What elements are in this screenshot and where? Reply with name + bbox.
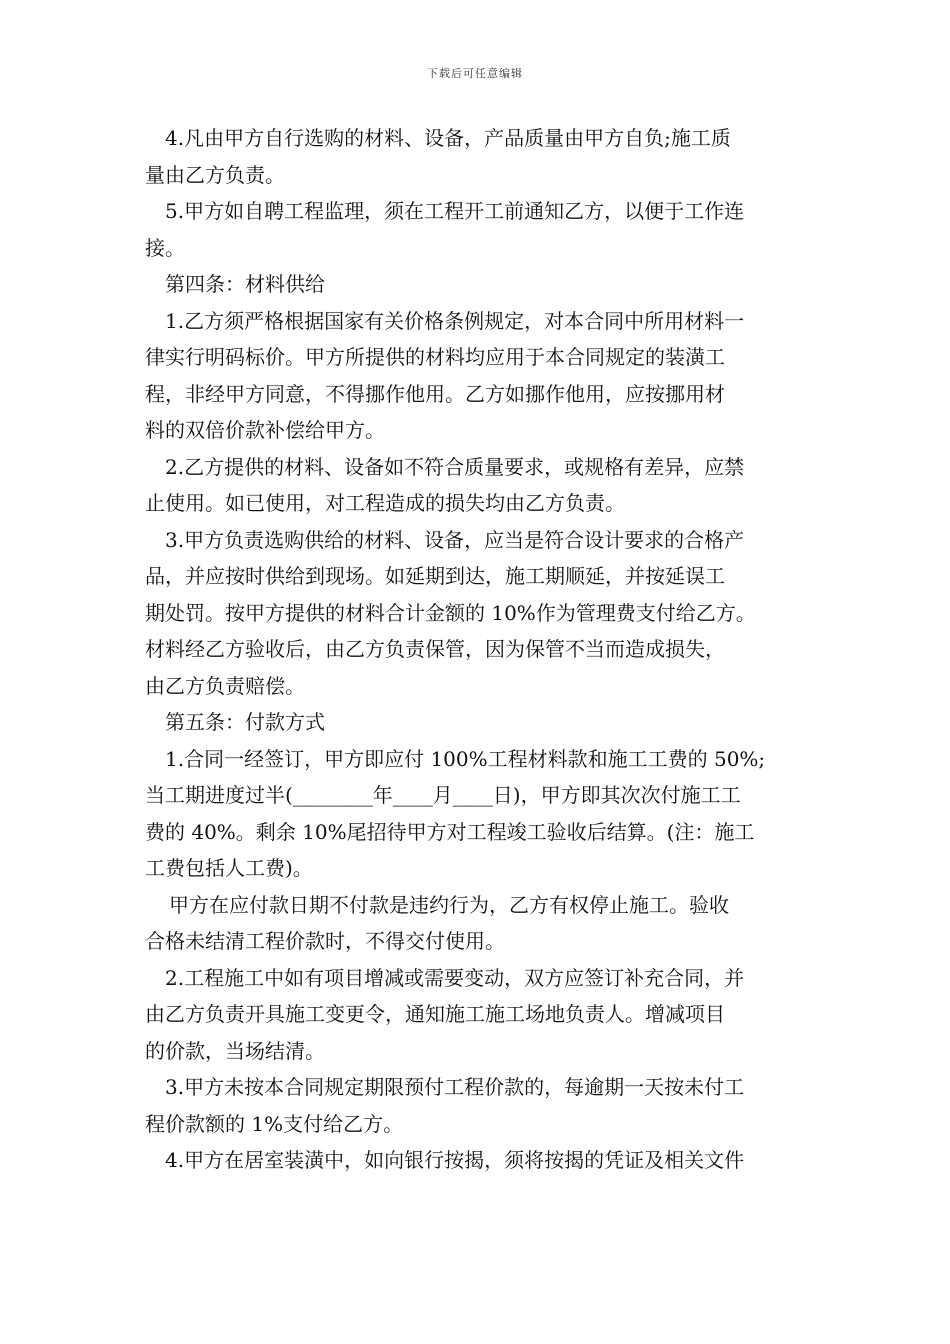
text-line: 2.乙方提供的材料、设备如不符合质量要求，或规格有差异，应禁	[165, 454, 745, 479]
paragraph	[145, 266, 810, 303]
page-header: 下载后可任意编辑	[427, 67, 523, 80]
paragraph	[145, 449, 810, 522]
text-line: 1.合同一经签订，甲方即应付 100%工程材料款和施工工费的 50%;	[165, 746, 766, 771]
text-line: 料的双倍价款补偿给甲方。	[145, 418, 385, 442]
text-line: 接。	[145, 235, 185, 260]
text-line: 当工期进度过半(________年____月____日)，甲方即其次次付施工工	[145, 783, 741, 807]
paragraph	[145, 741, 810, 887]
text-line: 由乙方负责赔偿。	[145, 673, 305, 698]
paragraph	[145, 960, 810, 1070]
paragraph	[145, 887, 810, 960]
paragraph	[145, 303, 810, 449]
text-line: 甲方在应付款日期不付款是违约行为，乙方有权停止施工。验收	[169, 892, 729, 917]
text-line: 律实行明码标价。甲方所提供的材料均应用于本合同规定的装潢工	[145, 345, 725, 369]
text-line: 3.甲方未按本合同规定期限预付工程价款的，每逾期一天按未付工	[165, 1075, 745, 1099]
text-line: 期处罚。按甲方提供的材料合计金额的 10%作为管理费支付给乙方。	[145, 600, 756, 625]
text-line: 4.凡由甲方自行选购的材料、设备，产品质量由甲方自负;施工质	[165, 126, 731, 150]
document-body	[145, 120, 810, 1179]
text-line: 合格未结清工程价款时，不得交付使用。	[145, 929, 505, 953]
text-line: 的价款，当场结清。	[145, 1038, 325, 1063]
text-line: 4.甲方在居室装潢中，如向银行按揭，须将按揭的凭证及相关文件	[165, 1148, 745, 1172]
text-line: 第四条：材料供给	[165, 272, 325, 296]
paragraph	[145, 1069, 810, 1142]
text-line: 费的 40%。剩余 10%尾招待甲方对工程竣工验收后结算。(注：施工	[145, 819, 755, 844]
text-line: 程价款额的 1%支付给乙方。	[145, 1111, 404, 1136]
text-line: 程，非经甲方同意，不得挪作他用。乙方如挪作他用，应按挪用材	[145, 381, 725, 406]
text-line: 第五条：付款方式	[165, 710, 325, 734]
paragraph	[145, 704, 810, 741]
paragraph	[145, 1142, 810, 1179]
text-line: 1.乙方须严格根据国家有关价格条例规定，对本合同中所用材料一	[165, 308, 745, 333]
text-line: 由乙方负责开具施工变更令，通知施工施工场地负责人。增减项目	[145, 1002, 725, 1026]
text-line: 2.工程施工中如有项目增减或需要变动，双方应签订补充合同，并	[165, 965, 745, 990]
paragraph	[145, 522, 810, 705]
text-line: 材料经乙方验收后，由乙方负责保管，因为保管不当而造成损失，	[145, 637, 725, 661]
text-line: 止使用。如已使用，对工程造成的损失均由乙方负责。	[145, 491, 625, 515]
paragraph	[145, 120, 810, 193]
text-line: 5.甲方如自聘工程监理，须在工程开工前通知乙方，以便于工作连	[165, 199, 745, 223]
text-line: 量由乙方负责。	[145, 162, 285, 187]
text-line: 3.甲方负责选购供给的材料、设备，应当是符合设计要求的合格产	[165, 527, 745, 552]
paragraph	[145, 193, 810, 266]
text-line: 品，并应按时供给到现场。如延期到达，施工期顺延，并按延误工	[145, 564, 725, 588]
text-line: 工费包括人工费)。	[145, 856, 313, 880]
